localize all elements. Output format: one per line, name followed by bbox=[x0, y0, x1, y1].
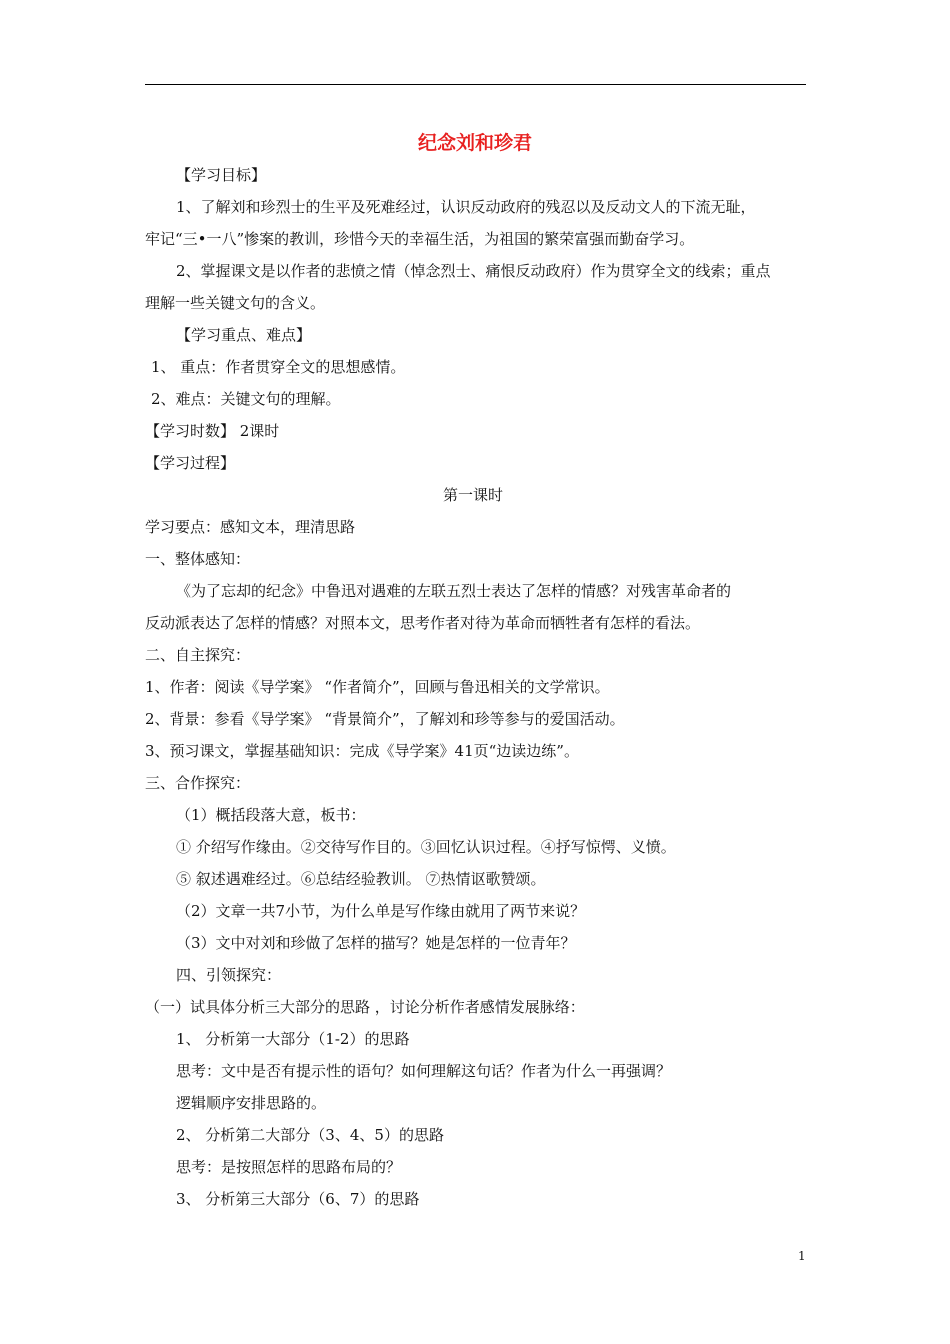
text-line: 二、自主探究： bbox=[145, 646, 251, 664]
text-line: （2）文章一共7小节，为什么单是写作缘由就用了两节来说？ bbox=[176, 902, 586, 920]
text-line: （一）试具体分析三大部分的思路 ，讨论分析作者感情发展脉络： bbox=[145, 998, 585, 1016]
text-line: 【学习时数】 2课时 bbox=[145, 422, 280, 440]
page-number: 1 bbox=[798, 1249, 806, 1263]
text-line: 【学习过程】 bbox=[145, 454, 236, 472]
text-line: 逻辑顺序安排思路的。 bbox=[176, 1094, 327, 1112]
text-line: 【学习重点、难点】 bbox=[176, 326, 312, 344]
text-line: 四、引领探究： bbox=[176, 966, 282, 984]
text-line: 反动派表达了怎样的情感？对照本文，思考作者对待为革命而牺牲者有怎样的看法。 bbox=[145, 614, 701, 632]
text-line: 2、背景：参看《导学案》 “背景简介”，了解刘和珍等参与的爱国活动。 bbox=[145, 710, 625, 728]
document-title: 纪念刘和珍君 bbox=[417, 132, 532, 154]
text-line: 三、合作探究： bbox=[145, 774, 251, 792]
text-line: 《为了忘却的纪念》中鲁迅对遇难的左联五烈士表达了怎样的情感？对残害革命者的 bbox=[176, 582, 732, 600]
text-line: 理解一些关键文句的含义。 bbox=[145, 294, 326, 312]
text-line: 3、预习课文，掌握基础知识：完成《导学案》41页“边读边练”。 bbox=[145, 742, 579, 760]
text-line: 2、难点：关键文句的理解。 bbox=[151, 390, 341, 408]
text-line: （1）概括段落大意，板书： bbox=[176, 806, 366, 824]
text-line: 1、 分析第一大部分（1-2）的思路 bbox=[176, 1030, 410, 1048]
text-line: 学习要点：感知文本，理清思路 bbox=[145, 518, 356, 536]
text-line: （3）文中对刘和珍做了怎样的描写？她是怎样的一位青年？ bbox=[176, 934, 576, 952]
text-line: 思考：文中是否有提示性的语句？如何理解这句话？作者为什么一再强调？ bbox=[176, 1062, 672, 1080]
text-line: 2、掌握课文是以作者的悲愤之情（悼念烈士、痛恨反动政府）作为贯穿全文的线索；重点 bbox=[176, 262, 771, 280]
text-line: 1、作者：阅读《导学案》 “作者简介”，回顾与鲁迅相关的文学常识。 bbox=[145, 678, 610, 696]
header-rule bbox=[145, 84, 806, 85]
text-line: 1、 重点：作者贯穿全文的思想感情。 bbox=[151, 358, 406, 376]
text-line: 思考：是按照怎样的思路布局的？ bbox=[176, 1158, 402, 1176]
text-line: 2、 分析第二大部分（3、4、5）的思路 bbox=[176, 1126, 444, 1144]
text-line: 一、整体感知： bbox=[145, 550, 251, 568]
text-line: 1、了解刘和珍烈士的生平及死难经过，认识反动政府的残忍以及反动文人的下流无耻， bbox=[176, 198, 756, 216]
text-line: 【学习目标】 bbox=[176, 166, 267, 184]
text-line: ① 介绍写作缘由。②交待写作目的。③回忆认识过程。④抒写惊愕、义愤。 bbox=[176, 838, 676, 856]
text-line: ⑤ 叙述遇难经过。⑥总结经验教训。 ⑦热情讴歌赞颂。 bbox=[176, 870, 546, 888]
text-line: 3、 分析第三大部分（6、7）的思路 bbox=[176, 1190, 420, 1208]
section-heading: 第一课时 bbox=[443, 486, 504, 504]
text-line: 牢记“三•一八”惨案的教训，珍惜今天的幸福生活，为祖国的繁荣富强而勤奋学习。 bbox=[145, 230, 695, 248]
